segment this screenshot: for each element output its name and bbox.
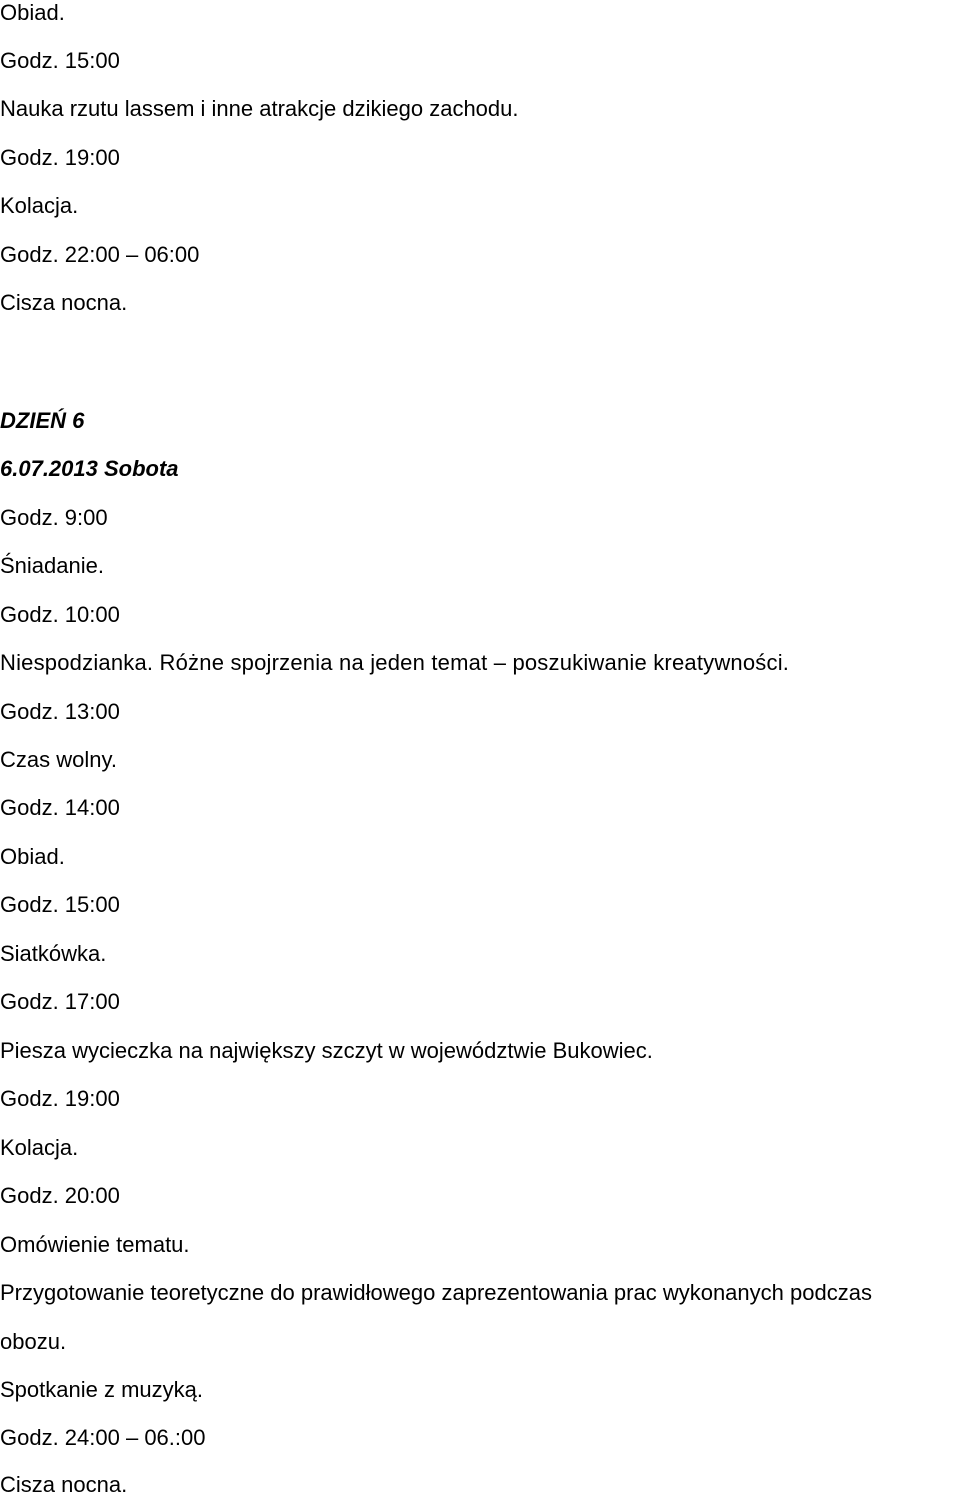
- time-line: Godz. 13:00: [0, 699, 120, 724]
- time-line: Godz. 19:00: [0, 145, 120, 170]
- time-line: Godz. 19:00: [0, 1086, 120, 1111]
- text-line: Siatkówka.: [0, 941, 107, 966]
- text-line: Nauka rzutu lassem i inne atrakcje dzikiego zachodu.: [0, 96, 519, 121]
- text-line: Kolacja.: [0, 1135, 79, 1160]
- day-date: 6.07.2013 Sobota: [0, 456, 179, 481]
- text-line: Kolacja.: [0, 193, 79, 218]
- text-line: Śniadanie.: [0, 553, 104, 578]
- time-line: Godz. 15:00: [0, 892, 120, 917]
- text-line: Piesza wycieczka na największy szczyt w województwie Bukowiec.: [0, 1038, 653, 1063]
- time-line: Godz. 24:00 – 06.:00: [0, 1425, 206, 1450]
- time-line: Godz. 20:00: [0, 1183, 120, 1208]
- text-line: Czas wolny.: [0, 747, 117, 772]
- time-line: Godz. 10:00: [0, 602, 120, 627]
- text-line: Spotkanie z muzyką.: [0, 1377, 203, 1402]
- text-line: Cisza nocna.: [0, 1472, 128, 1497]
- time-line: Godz. 22:00 – 06:00: [0, 242, 200, 267]
- time-line: Godz. 15:00: [0, 48, 120, 73]
- time-line: Godz. 17:00: [0, 989, 120, 1014]
- text-line: Omówienie tematu.: [0, 1232, 190, 1257]
- time-line: Godz. 14:00: [0, 795, 120, 820]
- text-line: Obiad.: [0, 0, 65, 25]
- text-line: Przygotowanie teoretyczne do prawidłowego zaprezentowania prac wykonanych podczas: [0, 1280, 872, 1305]
- text-line: obozu.: [0, 1329, 67, 1354]
- day-heading: DZIEŃ 6: [0, 408, 85, 433]
- time-line: Godz. 9:00: [0, 505, 108, 530]
- text-line: Niespodzianka. Różne spojrzenia na jeden temat – poszukiwanie kreatywności.: [0, 650, 790, 675]
- text-line: Obiad.: [0, 844, 65, 869]
- text-line: Cisza nocna.: [0, 290, 128, 315]
